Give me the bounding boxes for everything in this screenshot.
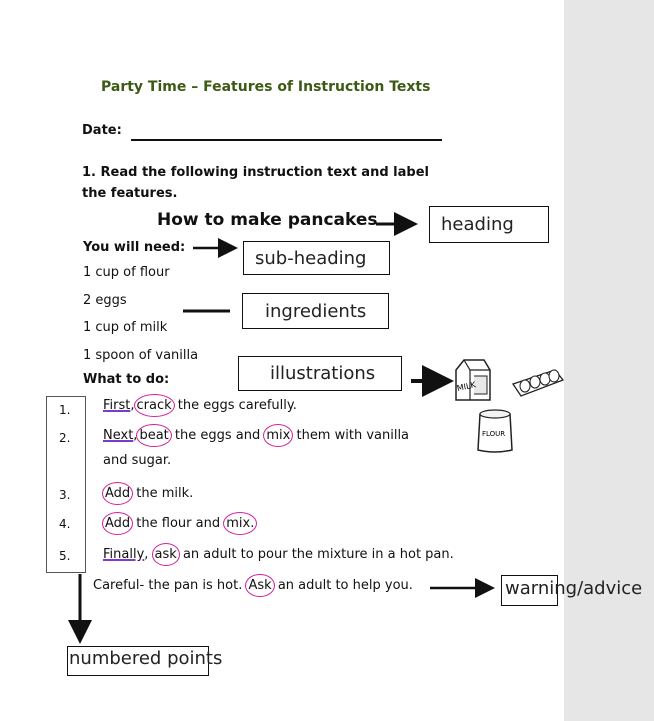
- milk-carton-icon: [450, 358, 494, 402]
- time-connective: Finally: [103, 547, 145, 562]
- label-numbered-points: numbered points: [69, 648, 223, 669]
- question-line-1: 1. Read the following instruction text and label: [82, 165, 429, 180]
- imperative-verb: mix.: [223, 512, 257, 535]
- step-text: the eggs carefully.: [173, 398, 297, 413]
- ingredient-4: 1 spoon of vanilla: [83, 348, 199, 363]
- label-sub-heading: sub-heading: [243, 241, 390, 275]
- comma: ,: [130, 398, 135, 413]
- step-number-5: 5.: [59, 549, 71, 563]
- question-line-2: the features.: [82, 186, 178, 201]
- step-text: an adult to pour the mixture in a hot pan.: [178, 547, 454, 562]
- imperative-verb: beat: [136, 424, 171, 447]
- date-label: Date:: [82, 123, 122, 138]
- step-2-continued: and sugar.: [103, 453, 172, 468]
- imperative-verb: Ask: [245, 574, 274, 597]
- label-heading: heading: [429, 206, 549, 243]
- step-text: the milk.: [132, 486, 194, 501]
- imperative-verb: Add: [102, 512, 133, 535]
- step-number-4: 4.: [59, 517, 71, 531]
- step-text: the eggs and: [170, 428, 265, 443]
- careful-text: Careful- the pan is hot.: [93, 578, 247, 593]
- comma: ,: [144, 547, 153, 562]
- step-number-1: 1.: [59, 403, 71, 417]
- step-text: the flour and: [132, 516, 225, 531]
- imperative-verb: Add: [102, 482, 133, 505]
- step-text: them with vanilla: [292, 428, 410, 443]
- what-to-do-heading: What to do:: [83, 372, 170, 387]
- step-number-3: 3.: [59, 488, 71, 502]
- ingredient-1: 1 cup of flour: [83, 265, 170, 280]
- label-ingredients: ingredients: [242, 293, 389, 329]
- worksheet-title: Party Time – Features of Instruction Texts: [101, 79, 431, 95]
- imperative-verb: ask: [152, 543, 180, 566]
- comma: ,: [133, 428, 138, 443]
- milk-icon-text: MILK: [456, 380, 477, 393]
- you-will-need-heading: You will need:: [83, 240, 186, 255]
- imperative-verb: crack: [134, 394, 175, 417]
- imperative-verb: mix: [263, 424, 293, 447]
- step-number-2: 2.: [59, 431, 71, 445]
- recipe-heading: How to make pancakes: [157, 210, 378, 230]
- egg-carton-icon: [511, 366, 565, 400]
- flour-bag-icon: [474, 406, 516, 454]
- careful-text-end: an adult to help you.: [273, 578, 413, 593]
- flour-icon-text: FLOUR: [482, 430, 506, 438]
- label-illustrations: illustrations: [238, 356, 402, 391]
- time-connective: First: [103, 398, 131, 413]
- ingredient-3: 1 cup of milk: [83, 320, 168, 335]
- label-warning: warning/advice: [505, 578, 643, 599]
- time-connective: Next: [103, 428, 134, 443]
- ingredient-2: 2 eggs: [83, 293, 127, 308]
